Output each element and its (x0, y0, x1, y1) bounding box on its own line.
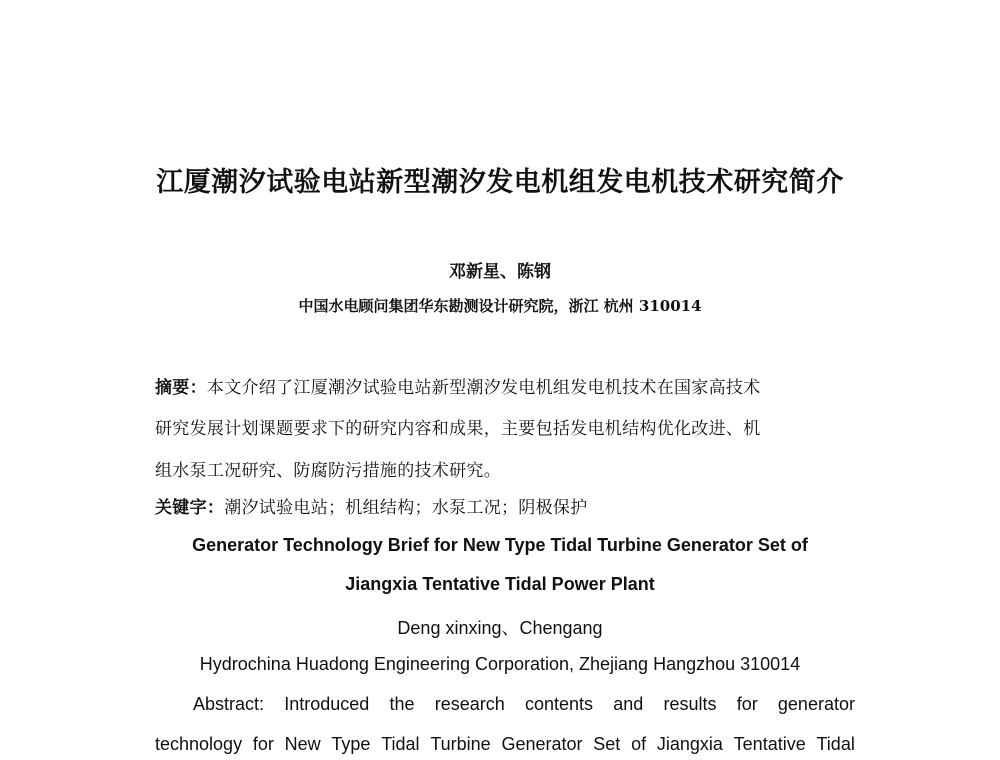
keywords-cn-text: 潮汐试验电站；机组结构；水泵工况；阴极保护 (224, 498, 588, 518)
abstract-cn-line-3 (155, 456, 855, 481)
abstract-en-word: New (284, 734, 321, 754)
abstract-en-line-1 (155, 694, 855, 715)
abstract-en-word: Generator (501, 734, 583, 754)
abstract-en-word: Set (593, 734, 621, 754)
abstract-en-word: the (389, 694, 415, 714)
abstract-cn-line-1 (155, 373, 855, 398)
abstract-en-word: Introduced (284, 694, 370, 714)
authors-cn: 邓新星、陈钢 (449, 262, 551, 282)
abstract-en-line-2 (155, 734, 855, 755)
abstract-en-word: generator (777, 694, 855, 714)
abstract-en-word: research (434, 694, 505, 714)
affiliation-en: Hydrochina Huadong Engineering Corporation, Zhejiang Hangzhou 310014 (199, 654, 801, 674)
abstract-label-cn: 摘要： (155, 378, 207, 398)
abstract-cn-text-3: 组水泵工况研究、防腐防污措施的技术研究。 (155, 461, 501, 481)
keywords-label-cn: 关键字： (155, 498, 225, 518)
abstract-en-word: for (736, 694, 758, 714)
abstract-en-word: for (252, 734, 274, 754)
abstract-en-word: of (631, 734, 647, 754)
abstract-en-word: Type (331, 734, 371, 754)
abstract-en-word: Tidal (381, 734, 420, 754)
keywords-cn (155, 493, 855, 518)
paper-title-en-line-2: Jiangxia Tentative Tidal Power Plant (345, 574, 655, 594)
abstract-cn-line-2 (155, 414, 855, 439)
abstract-en-word: Tentative (733, 734, 806, 754)
abstract-en-word: technology (155, 734, 243, 754)
abstract-en-word: Abstract: (193, 694, 265, 714)
abstract-en-word: and (613, 694, 644, 714)
paper-title-cn: 江厦潮汐试验电站新型潮汐发电机组发电机技术研究简介 (156, 167, 844, 198)
abstract-en-word: contents (524, 694, 594, 714)
abstract-cn-text-2: 研究发展计划课题要求下的研究内容和成果，主要包括发电机结构优化改进、机 (155, 419, 761, 439)
authors-en: Deng xinxing、Chengang (397, 618, 603, 638)
affiliation-cn: 中国水电顾问集团华东勘测设计研究院，浙江 杭州 310014 (298, 297, 702, 315)
abstract-cn-text-1: 本文介绍了江厦潮汐试验电站新型潮汐发电机组发电机技术在国家高技术 (206, 378, 761, 398)
abstract-en-word: Turbine (430, 734, 491, 754)
abstract-en-word: Jiangxia (656, 734, 723, 754)
abstract-en-word: Tidal (816, 734, 855, 754)
abstract-en-word: results (663, 694, 717, 714)
paper-title-en-line-1: Generator Technology Brief for New Type Tidal Turbine Generator Set of (192, 535, 808, 555)
